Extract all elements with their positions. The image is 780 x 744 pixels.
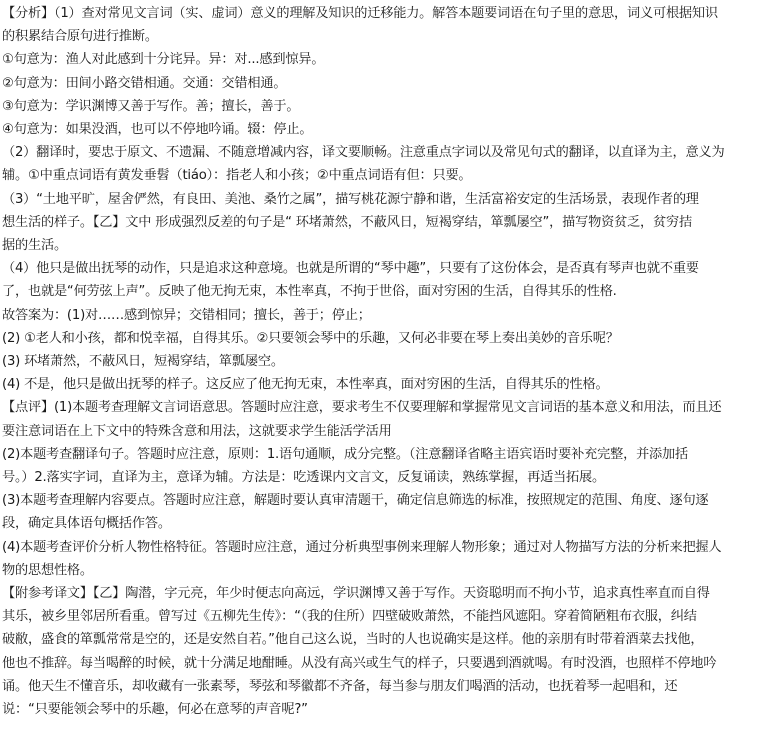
text-line: 段，确定具体语句概括作答。 bbox=[2, 516, 171, 532]
text-line: （2）翻译时，要忠于原文、不遗漏、不随意增减内容，译文要顺畅。注意重点字词以及常见句式的翻译，以直译为主，意义为 bbox=[2, 145, 725, 161]
text-line: 其乐，被乡里邻居所看重。曾写过《五柳先生传》：“（我的住所）四壁破败萧然，不能挡风遮阳。穿着简陋粗布衣服，纠结 bbox=[2, 609, 697, 625]
text-line: 的积累结合原句进行推断。 bbox=[2, 29, 158, 45]
text-line: ②句意为：田间小路交错相通。交通：交错相通。 bbox=[2, 75, 287, 91]
text-line: 想生活的样子。【乙】文中 形成强烈反差的句子是“ 环堵萧然，不蔽风日，短褐穿结，箪瓢屡空”，描写物资贫乏，贫穷拮 bbox=[2, 214, 692, 230]
text-line: 要注意词语在上下文中的特殊含意和用法，这就要求学生能活学活用 bbox=[2, 423, 392, 439]
text-line: 他也不推辞。每当喝醉的时候，就十分满足地酣睡。从没有高兴或生气的样子，只要遇到酒就喝。有时没酒，也照样不停地吟 bbox=[2, 655, 717, 671]
text-line: (2)本题考查翻译句子。答题时应注意，原则：1.语句通顺，成分完整。（注意翻译省略主语宾语时要补充完整，并添加括 bbox=[2, 446, 689, 462]
text-line: (3) 环堵萧然，不蔽风日，短褐穿结，箪瓢屡空。 bbox=[2, 354, 284, 370]
text-line: （3）“土地平旷，屋舍俨然，有良田、美池、桑竹之属”，描写桃花源宁静和谐，生活富裕安定的生活场景，表现作者的理 bbox=[2, 191, 699, 207]
text-line: (3)本题考查理解内容要点。答题时应注意，解题时要认真审清题干，确定信息筛选的标准，按照规定的范围、角度、逐句逐 bbox=[2, 493, 709, 509]
text-line: 据的生活。 bbox=[2, 238, 67, 254]
text-line: 【分析】（1）查对常见文言词（实、虚词）意义的理解及知识的迁移能力。解答本题要词语在句子里的意思，词义可根据知识 bbox=[2, 6, 718, 21]
text-line: （4）他只是做出抚琴的动作，只是追求这种意境。也就是所谓的“琴中趣”，只要有了这份体会，是否真有琴声也就不重要 bbox=[2, 261, 699, 277]
text-line: (4) 不是，他只是做出抚琴的样子。这反应了他无拘无束，本性率真，面对穷困的生活，自得其乐的性格。 bbox=[2, 377, 609, 393]
text-line: ④句意为：如果没酒，也可以不停地吟诵。辍：停止。 bbox=[2, 122, 313, 138]
text-line: ①句意为：渔人对此感到十分诧异。异：对...感到惊异。 bbox=[2, 52, 325, 68]
text-line: (2) ①老人和小孩，都和悦幸福，自得其乐。②只要领会琴中的乐趣，又何必非要在琴上奏出美妙的音乐呢？ bbox=[2, 330, 619, 346]
text-line: ③句意为：学识渊博又善于写作。善；擅长，善于。 bbox=[2, 98, 300, 114]
text-line: 【附参考译文】【乙】陶潜，字元亮，年少时便志向高远，学识渊博又善于写作。天资聪明而不拘小节，追求真性率直而自得 bbox=[2, 586, 710, 602]
text-line: 物的思想性格。 bbox=[2, 562, 93, 578]
text-line: 说：“只要能领会琴中的乐趣，何必在意琴的声音呢?” bbox=[2, 702, 308, 718]
text-line: 号。）2.落实字词，直译为主，意译为辅。方法是：吃透课内文言文，反复诵读，熟练掌握，再适当拓展。 bbox=[2, 470, 606, 486]
text-line: 辅。①中重点词语有黄发垂髫（tiáo）：指老人和小孩；②中重点词语有但：只要。 bbox=[2, 168, 472, 184]
text-line: 故答案为：(1)对……感到惊异；交错相同；擅长，善于；停止； bbox=[2, 307, 371, 323]
text-line: (4)本题考查评价分析人物性格特征。答题时应注意，通过分析典型事例来理解人物形象；通过对人物描写方法的分析来把握人 bbox=[2, 539, 722, 555]
text-line: 诵。他天生不懂音乐，却收藏有一张素琴，琴弦和琴徽都不齐备，每当参与朋友们喝酒的活动，也抚着琴一起唱和，还 bbox=[2, 678, 678, 694]
text-line: 【点评】(1)本题考查理解文言词语意思。答题时应注意，要求考生不仅要理解和掌握常见文言词语的基本意义和用法，而且还 bbox=[2, 400, 722, 416]
text-line: 破敝，盛食的箪瓢常常是空的，还是安然自若。”他自己这么说，当时的人也说确实是这样。他的亲朋有时带着酒菜去找他， bbox=[2, 632, 704, 648]
text-line: 了，也就是“何劳弦上声”。反映了他无拘无束，本性率真，不拘于世俗，面对穷困的生活，自得其乐的性格. bbox=[2, 284, 617, 300]
